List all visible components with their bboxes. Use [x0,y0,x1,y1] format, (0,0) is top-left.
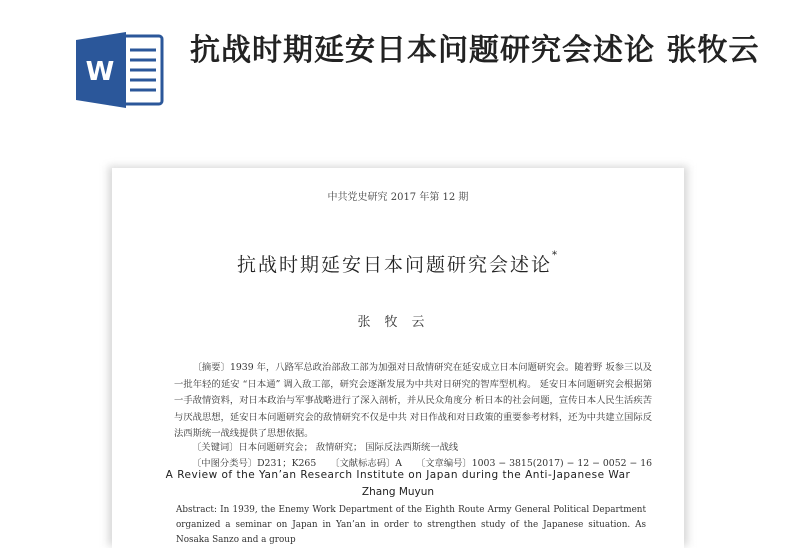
header [0,0,800,150]
document-title: 抗战时期延安日本问题研究会述论 张牧云 [190,33,760,68]
english-title: A Review of the Yan’an Research Institute on Japan during the Anti-Japanese War [165,469,631,481]
classification-codes: 〔中图分类号〕D231；K265 〔文献标志码〕A 〔文章编号〕1003 − 3815(2017) − 12 − 0052 − 16 [192,458,653,469]
paper-title-text: 抗战时期延安日本问题研究会述论 [236,254,552,276]
document-page [112,168,684,548]
word-icon-letter: W [85,57,115,87]
chinese-abstract: 〔摘要〕1939 年，八路军总政治部敌工部为加强对日敌情研究在延安成立日本问题研究会。随着野 坂参三以及一批年轻的延安 “日本通” 调入敌工部，研究会逐渐发展为中共对日研究的智库型机构。 延安日本问题研究会根据第一手敌情资料，对日本政治与军事战略进行了深入剖析，并从民众角度分 析日本的社会问题，宣传日本人民生活疾苦与厌战思想，延安日本问题研究会的敌情研究不仅是中共 对日作战和对日政策的重要参考材料，还为中共建立国际反法西斯统一战线提供了思想依据。 [174,362,652,439]
keywords: 〔关键词〕日本问题研究会； 敌情研究； 国际反法西斯统一战线 [192,442,459,453]
journal-header: 中共党史研究 2017 年第 12 期 [327,192,469,203]
english-author: Zhang Muyun [361,486,435,498]
paper-title [112,250,684,277]
english-abstract: Abstract: In 1939, the Enemy Work Department of the Eighth Route Army General Political Department organized a seminar on Japan in Yan’an in order to strengthen study of the Japanese situation. As Nosaka Sanzo and a group [176,505,646,545]
word-document-icon [76,30,166,110]
paper-author: 张牧云 [357,315,439,330]
title-footnote-mark: * [552,250,559,261]
